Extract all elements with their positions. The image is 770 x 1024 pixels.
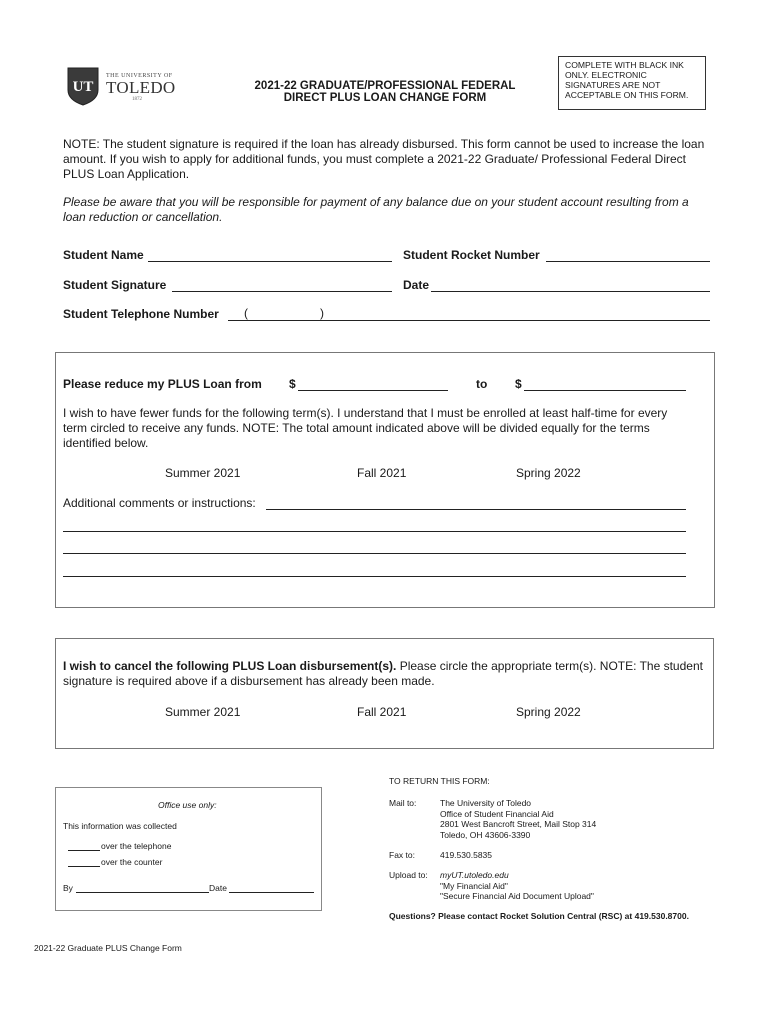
cancel-term-fall[interactable]: Fall 2021 — [357, 705, 407, 719]
student-name-label: Student Name — [63, 248, 144, 262]
student-signature-label: Student Signature — [63, 278, 167, 292]
phone-close-paren: ) — [320, 306, 324, 320]
office-use-title: Office use only: — [158, 800, 217, 810]
office-by-label: By — [63, 883, 73, 893]
reduce-to-label: to — [476, 377, 488, 391]
cancel-instructions-bold: I wish to cancel the following PLUS Loan disbursement(s). — [63, 659, 397, 673]
office-counter-text: over the counter — [101, 857, 163, 867]
form-title — [215, 80, 555, 104]
cancel-disbursement-section — [55, 638, 714, 749]
cancel-term-spring[interactable]: Spring 2022 — [516, 705, 581, 719]
return-heading: TO RETURN THIS FORM: — [389, 776, 490, 786]
upload-label: Upload to: — [389, 870, 428, 880]
reduce-term-spring[interactable]: Spring 2022 — [516, 466, 581, 480]
office-date-label: Date — [209, 883, 227, 893]
mail-line: Toledo, OH 43606-3390 — [440, 829, 531, 840]
office-counter-blank[interactable] — [68, 866, 100, 867]
office-telephone-blank[interactable] — [68, 850, 100, 851]
office-telephone-text: over the telephone — [101, 841, 172, 851]
telephone-field[interactable] — [228, 320, 710, 321]
logo-name: TOLEDO — [106, 78, 176, 97]
mail-line: 2801 West Bancroft Street, Mail Stop 314 — [440, 819, 597, 829]
mail-address — [440, 798, 596, 840]
mail-line: Office of Student Financial Aid — [440, 808, 554, 819]
telephone-label: Student Telephone Number — [63, 307, 219, 321]
rocket-number-label: Student Rocket Number — [403, 248, 540, 262]
cancel-instructions — [63, 659, 709, 689]
reduce-to-dollar: $ — [515, 377, 522, 391]
comments-label: Additional comments or instructions: — [63, 496, 256, 510]
form-title-line2: DIRECT PLUS LOAN CHANGE FORM — [283, 92, 487, 104]
student-signature-field[interactable] — [172, 291, 392, 292]
reduce-term-fall[interactable]: Fall 2021 — [357, 466, 407, 480]
ut-shield-icon — [66, 66, 100, 106]
logo-university-line: THE UNIVERSITY OF — [106, 73, 173, 79]
upload-site: myUT.utoledo.edu — [440, 870, 509, 880]
upload-details — [440, 870, 594, 902]
fax-label: Fax to: — [389, 850, 415, 860]
office-by-field[interactable] — [76, 892, 209, 893]
reduce-instructions: I wish to have fewer funds for the following term(s). I understand that I must be enrolled at least half-time for every term circled to receive any funds. NOTE: The total amount indicated above will be divided equally for the terms identified below. — [63, 406, 668, 450]
footer-form-name: 2021-22 Graduate PLUS Change Form — [34, 943, 182, 953]
comments-line-4[interactable] — [63, 576, 686, 577]
upload-line: "My Financial Aid" — [440, 880, 508, 891]
cancel-instructions-rest: Please circle the appropriate term(s). NOTE: The student signature is required above if a disbursement has already been made. — [63, 659, 703, 688]
student-name-field[interactable] — [148, 261, 392, 262]
comments-line-2[interactable] — [63, 531, 686, 532]
reduce-from-dollar: $ — [289, 377, 296, 391]
fax-number: 419.530.5835 — [440, 850, 492, 860]
form-title-line1: 2021-22 GRADUATE/PROFESSIONAL FEDERAL — [254, 80, 516, 92]
reduce-from-amount-field[interactable] — [298, 390, 448, 391]
rocket-number-field[interactable] — [546, 261, 710, 262]
reduce-term-summer[interactable]: Summer 2021 — [165, 466, 241, 480]
cancel-term-summer[interactable]: Summer 2021 — [165, 705, 241, 719]
reduce-to-amount-field[interactable] — [524, 390, 686, 391]
ink-notice-box — [558, 56, 706, 110]
reduce-label: Please reduce my PLUS Loan from — [63, 377, 262, 391]
comments-line-3[interactable] — [63, 553, 686, 554]
svg-text:UT: UT — [72, 79, 94, 95]
logo-year: 1872 — [132, 97, 142, 102]
responsibility-warning: Please be aware that you will be responsible for payment of any balance due on your student account resulting from a loan reduction or cancellation. — [63, 195, 689, 224]
questions-contact: Questions? Please contact Rocket Solution Central (RSC) at 419.530.8700. — [389, 911, 689, 921]
mail-label: Mail to: — [389, 798, 417, 808]
office-collected-text: This information was collected — [63, 821, 177, 831]
note-paragraph: NOTE: The student signature is required if the loan has already disbursed. This form cannot be used to increase the loan amount. If you wish to apply for additional funds, you must complete a 2021-22 Graduate/ Professional Federal Direct PLUS Loan Application. — [63, 137, 705, 181]
university-logo — [66, 66, 178, 106]
date-field[interactable] — [431, 291, 710, 292]
office-date-field[interactable] — [229, 892, 314, 893]
comments-line-1[interactable] — [266, 509, 686, 510]
upload-line: "Secure Financial Aid Document Upload" — [440, 891, 594, 901]
phone-open-paren: ( — [244, 306, 248, 320]
date-label: Date — [403, 278, 430, 292]
mail-line: The University of Toledo — [440, 798, 532, 808]
ink-notice-text: COMPLETE WITH BLACK INK ONLY. ELECTRONIC SIGNATURES ARE NOT ACCEPTABLE ON THIS FORM. — [565, 60, 689, 100]
